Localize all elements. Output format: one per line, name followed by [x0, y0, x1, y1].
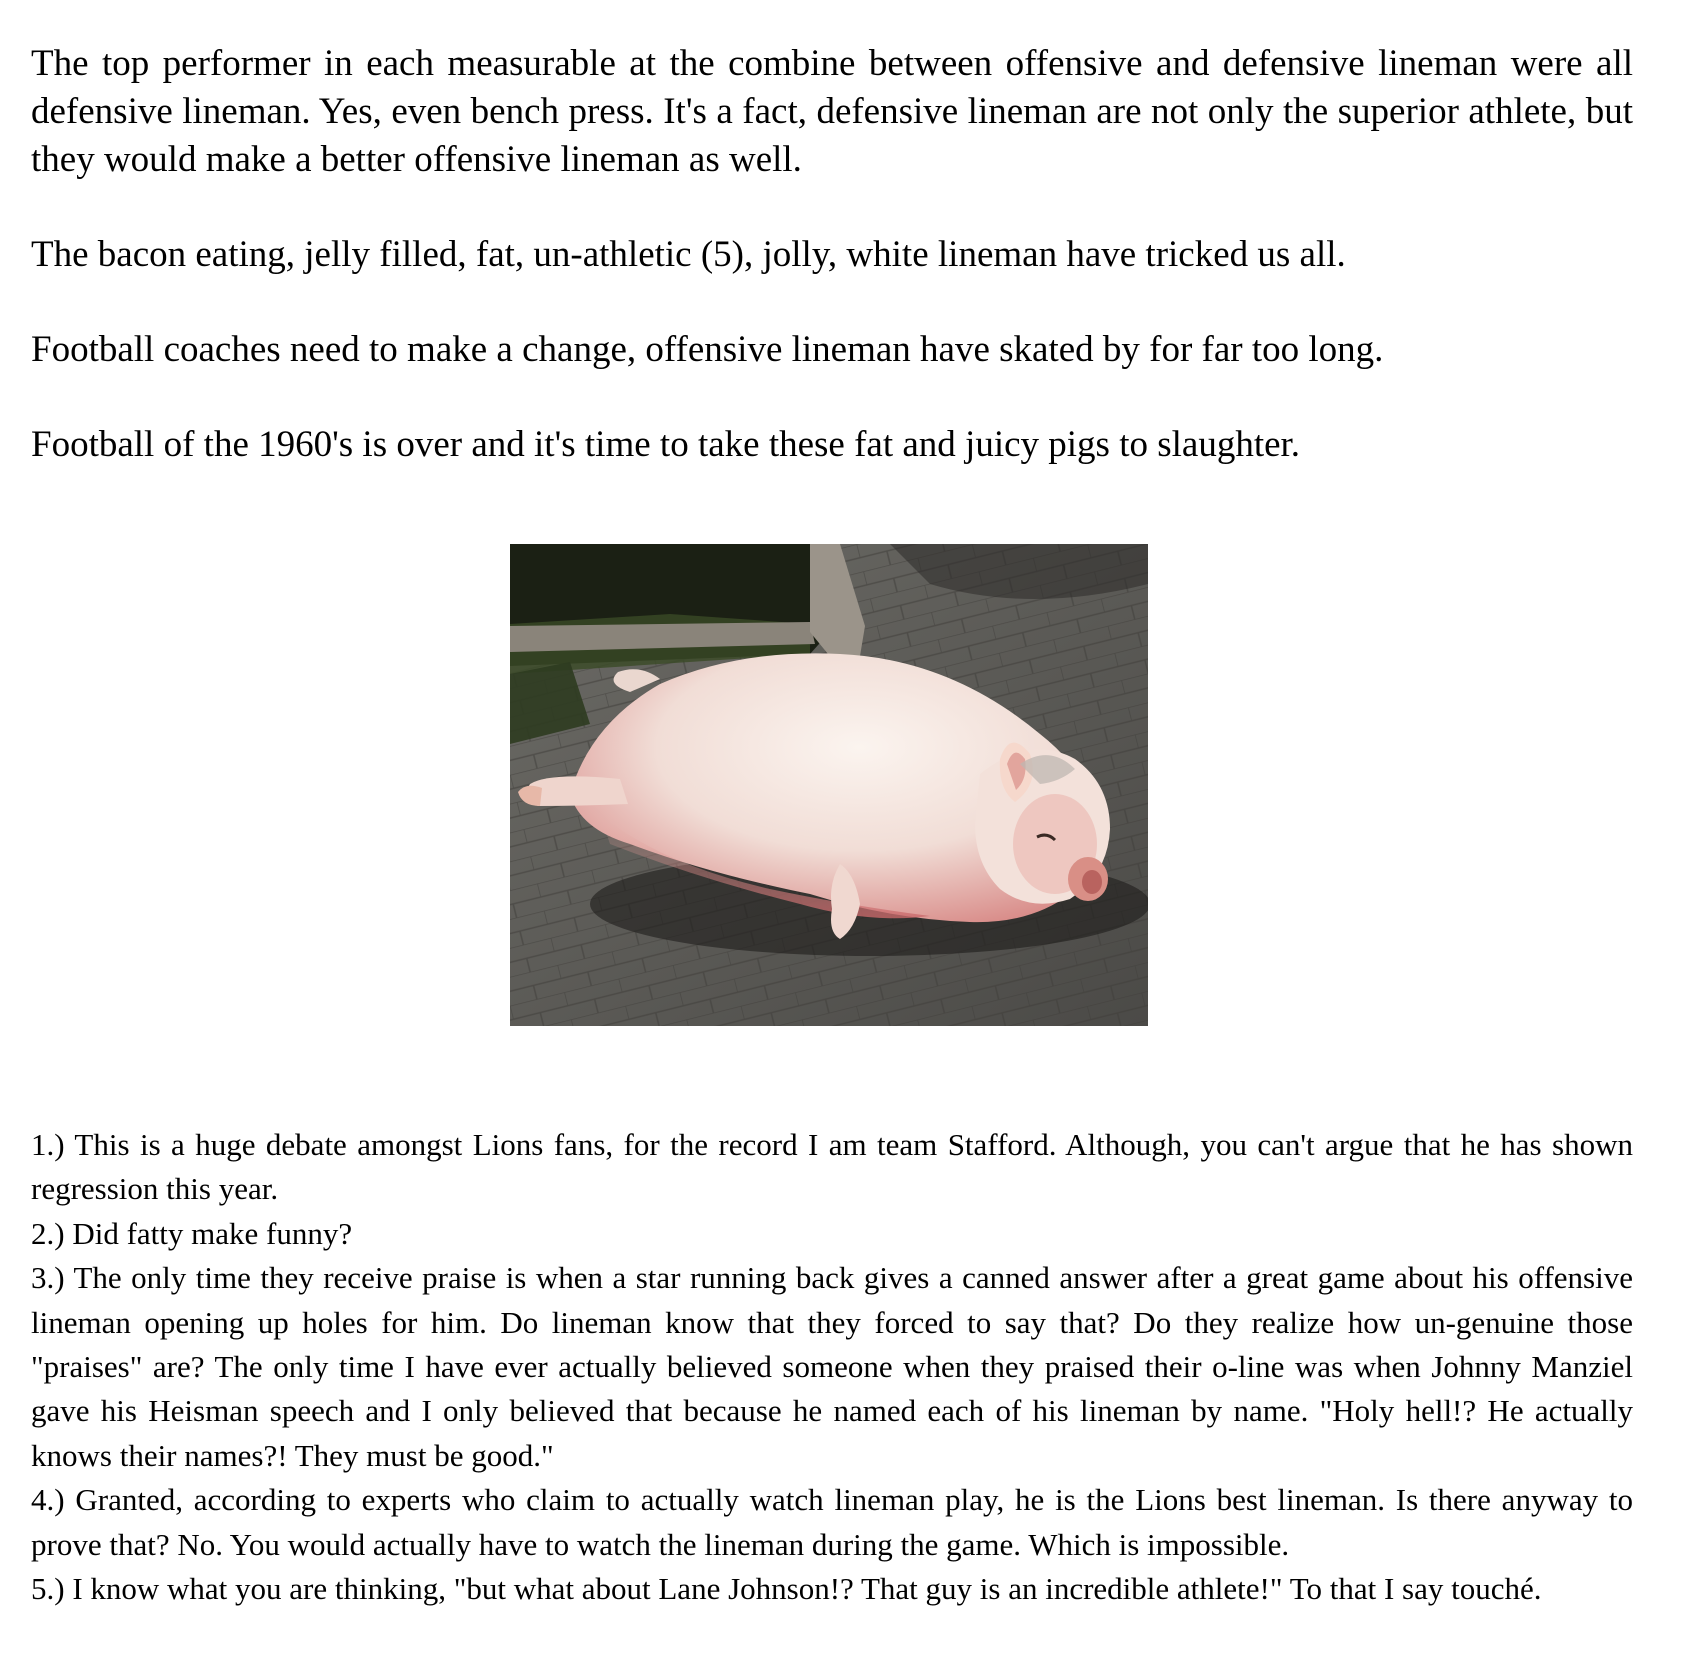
- article-paragraph: Football coaches need to make a change, offensive lineman have skated by for far too long.: [31, 329, 1384, 370]
- footnote-item: 3.) The only time they receive praise is when a star running back gives a canned answer after a great game about his offensive lineman opening up holes for him. Do lineman know that they forced to say that? Do they realize how un-genuine those "praises" are? The only time I have ever actually believed someone when they praised their o-line was when Johnny Manziel gave his Heisman speech and I only believed that because he named each of his lineman by name. "Holy hell!? He actually knows their names?! They must be good.": [31, 1260, 1633, 1473]
- footnote-item: 2.) Did fatty make funny?: [31, 1215, 353, 1251]
- footnotes: [31, 1123, 1633, 1611]
- article-paragraph: Football of the 1960's is over and it's time to take these fat and juicy pigs to slaughter.: [31, 424, 1301, 465]
- article-body: [31, 40, 1633, 516]
- footnote-item: 4.) Granted, according to experts who claim to actually watch lineman play, he is the Lions best lineman. Is there anyway to prove that? No. You would actually have to watch the lineman during the game. Which is impossible.: [31, 1482, 1633, 1562]
- article-paragraph: The bacon eating, jelly filled, fat, un-athletic (5), jolly, white lineman have tricked us all.: [31, 234, 1346, 275]
- article-paragraph: The top performer in each measurable at the combine between offensive and defensive lineman were all defensive lineman. Yes, even bench press. It's a fact, defensive lineman are not only the superior athlete, but they would make a better offensive lineman as well.: [31, 43, 1633, 180]
- footnote-item: 5.) I know what you are thinking, "but what about Lane Johnson!? That guy is an incredible athlete!" To that I say touché.: [31, 1571, 1542, 1607]
- footnote-item: 1.) This is a huge debate amongst Lions fans, for the record I am team Stafford. Although, you can't argue that he has shown regression this year.: [31, 1127, 1633, 1207]
- pig-photo: [510, 544, 1148, 1026]
